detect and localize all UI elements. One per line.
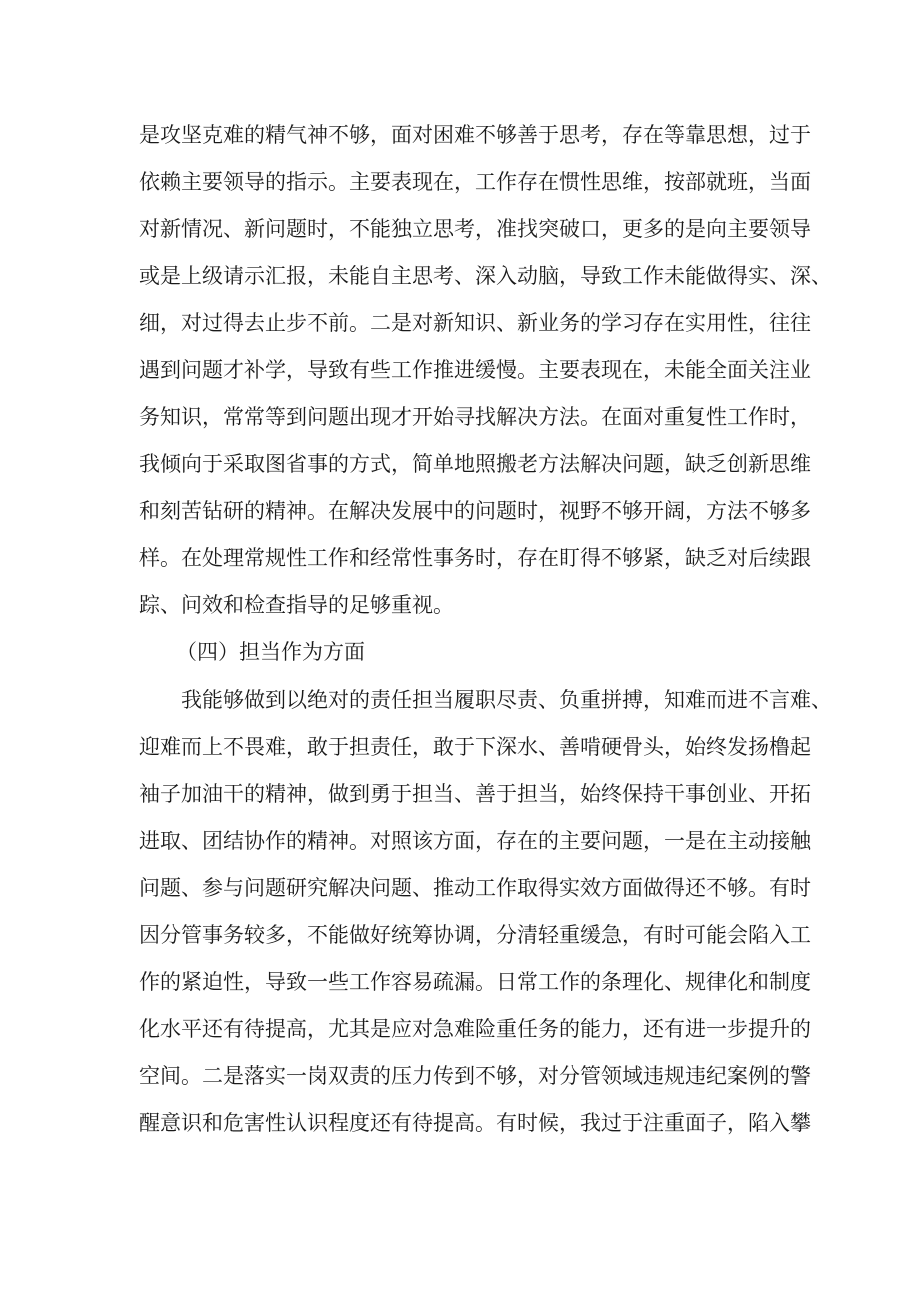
paragraph-line: 是攻坚克难的精气神不够，面对困难不够善于思考，存在等靠思想，过于 — [139, 123, 811, 147]
section-heading: （四）担当作为方面 — [176, 640, 365, 664]
paragraph-line: 和刻苦钻研的精神。在解决发展中的问题时，视野不够开阔，方法不够多 — [139, 499, 811, 523]
paragraph-line: 因分管事务较多，不能做好统筹协调，分清轻重缓急，有时可能会陷入工 — [139, 923, 811, 947]
paragraph-line: 踪、问效和检查指导的足够重视。 — [139, 593, 454, 617]
paragraph-line: 我倾向于采取图省事的方式，简单地照搬老方法解决问题，缺乏创新思维 — [139, 452, 811, 476]
paragraph-line: 作的紧迫性，导致一些工作容易疏漏。日常工作的条理化、规律化和制度 — [139, 970, 811, 994]
paragraph-line: 遇到问题才补学，导致有些工作推进缓慢。主要表现在，未能全面关注业 — [139, 358, 811, 382]
paragraph-line: 务知识，常常等到问题出现才开始寻找解决方法。在面对重复性工作时， — [139, 405, 811, 429]
paragraph-line: 对新情况、新问题时，不能独立思考，准找突破口，更多的是向主要领导 — [139, 217, 811, 241]
paragraph-line: 依赖主要领导的指示。主要表现在，工作存在惯性思维，按部就班，当面 — [139, 170, 811, 194]
paragraph-line: 醒意识和危害性认识程度还有待提高。有时候，我过于注重面子，陷入攀 — [139, 1111, 811, 1135]
paragraph-line: 空间。二是落实一岗双责的压力传到不够，对分管领域违规违纪案例的警 — [139, 1064, 811, 1088]
paragraph-line: 迎难而上不畏难，敢于担责任，敢于下深水、善啃硬骨头，始终发扬橹起 — [139, 735, 811, 759]
paragraph-line: 问题、参与问题研究解决问题、推动工作取得实效方面做得还不够。有时 — [139, 876, 811, 900]
paragraph-line: 袖子加油干的精神，做到勇于担当、善于担当，始终保持干事创业、开拓 — [139, 782, 811, 806]
paragraph-line: 进取、团结协作的精神。对照该方面，存在的主要问题，一是在主动接触 — [139, 829, 811, 853]
paragraph-line: 样。在处理常规性工作和经常性事务时，存在盯得不够紧，缺乏对后续跟 — [139, 546, 811, 570]
paragraph-line: 细，对过得去止步不前。二是对新知识、新业务的学习存在实用性，往往 — [139, 311, 811, 335]
paragraph-first-line: 我能够做到以绝对的责任担当履职尽责、负重拼搏，知难而进不言难、 — [181, 688, 832, 712]
paragraph-line: 化水平还有待提高，尤其是应对急难险重任务的能力，还有进一步提升的 — [139, 1017, 811, 1041]
paragraph-line: 或是上级请示汇报，未能自主思考、深入动脑，导致工作未能做得实、深、 — [139, 264, 832, 288]
